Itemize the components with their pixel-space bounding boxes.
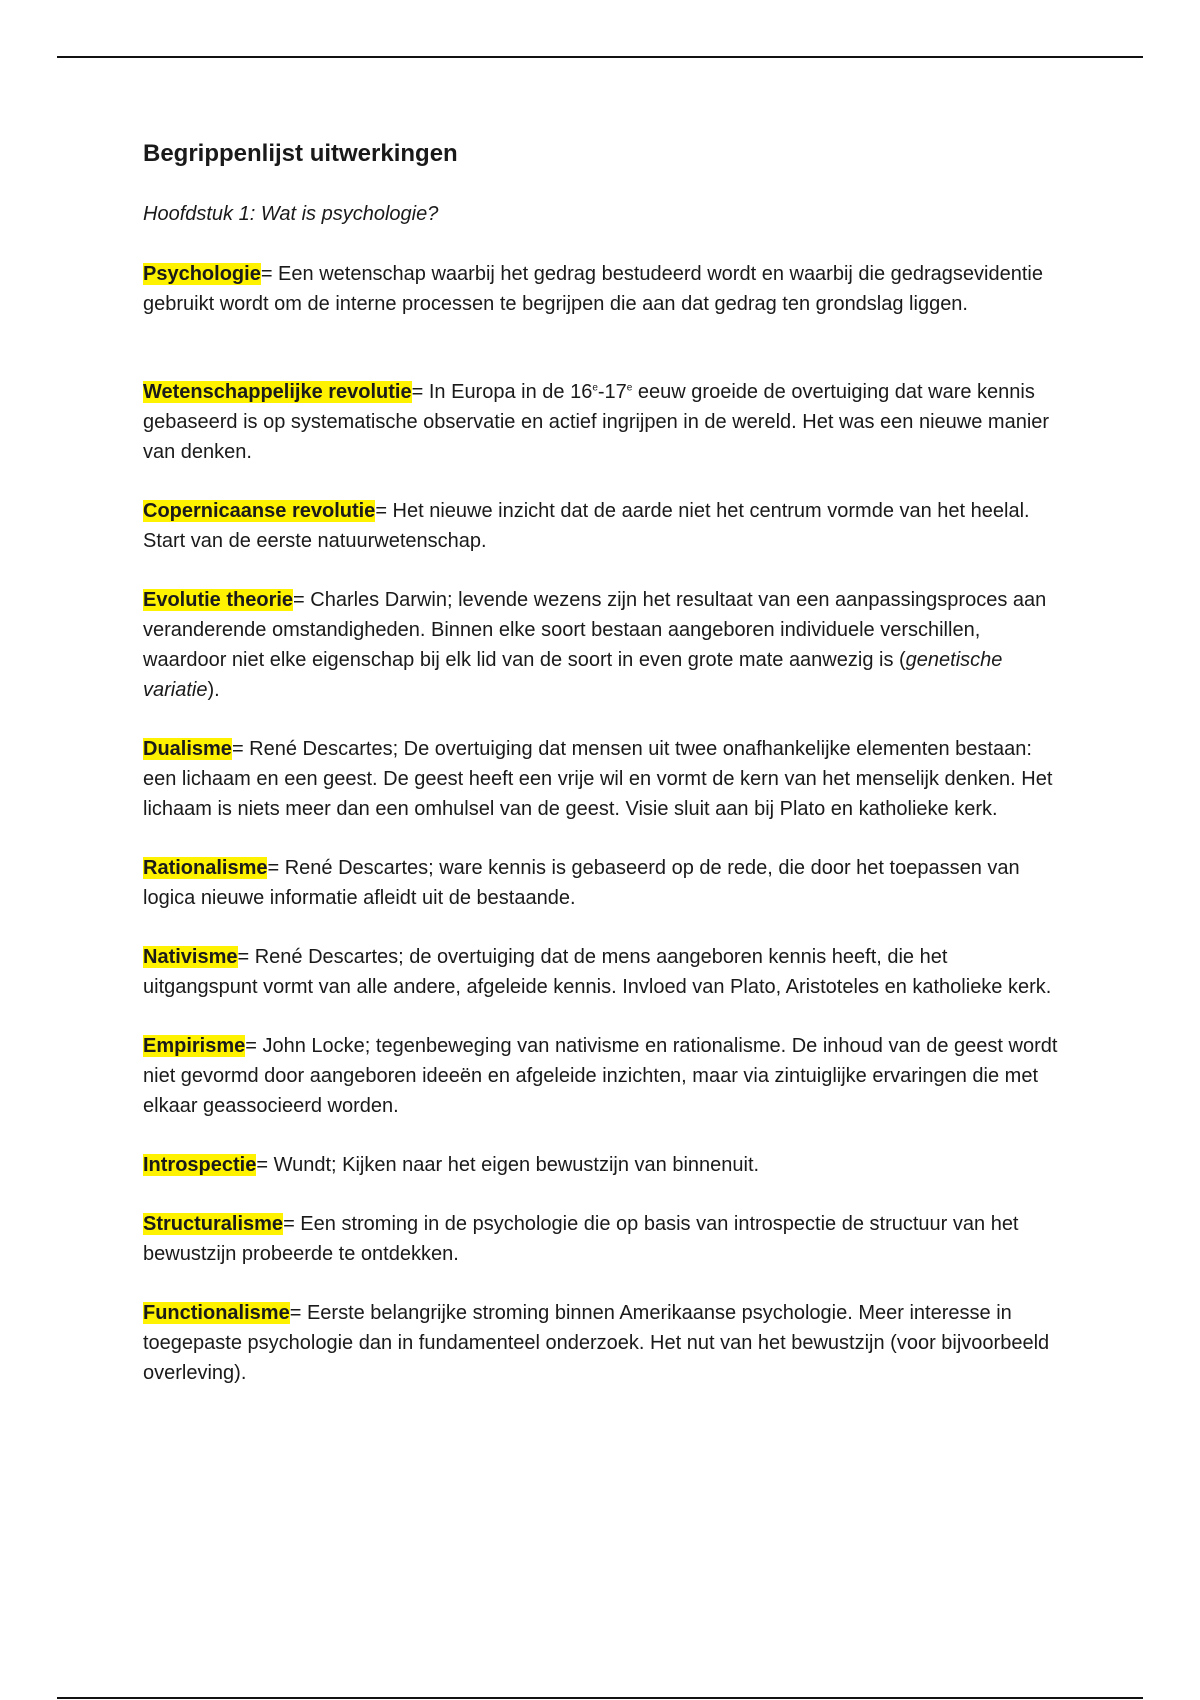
term-highlight: Nativisme — [143, 946, 238, 969]
term-definition: = René Descartes; De overtuiging dat mensen uit twee onafhankelijke elementen bestaan: een lichaam en een geest. De geest heeft een vrije wil en vormt de kern van het menselijk denken. Het lichaam is niets meer dan een omhulsel van de geest. Visie sluit aan bij Plato en katholieke kerk. — [143, 738, 1053, 821]
term-entry-rationalisme — [143, 853, 1063, 913]
term-highlight: Evolutie theorie — [143, 589, 294, 612]
term-entry-nativisme — [143, 942, 1063, 1002]
term-entry-structuralisme — [143, 1209, 1063, 1269]
term-definition: eeuw groeide de overtuiging dat ware kennis gebaseerd is op systematische observatie en actief ingrijpen in de wereld. Het was een nieuwe manier van denken. — [143, 381, 1050, 464]
document-title: Begrippenlijst uitwerkingen — [143, 140, 458, 167]
term-highlight: Structuralisme — [143, 1213, 284, 1236]
term-definition: = René Descartes; de overtuiging dat de mens aangeboren kennis heeft, die het uitgangspunt vormt van alle andere, afgeleide kennis. Invloed van Plato, Aristoteles en katholieke kerk. — [143, 946, 1052, 999]
term-highlight: Psychologie — [143, 263, 261, 286]
document-body — [143, 138, 1063, 1417]
term-highlight: Empirisme — [143, 1035, 246, 1058]
term-definition: = Wundt; Kijken naar het eigen bewustzijn van binnenuit. — [256, 1154, 760, 1177]
term-entry-empirisme — [143, 1031, 1063, 1121]
term-highlight: Copernicaanse revolutie — [143, 500, 376, 523]
term-entry-wetenschappelijke-revolutie — [143, 377, 1063, 467]
term-highlight: Dualisme — [143, 738, 232, 761]
superscript: e — [626, 382, 633, 394]
term-definition: -17 — [597, 381, 627, 404]
term-definition: = Het nieuwe inzicht dat de aarde niet het centrum vormde van het heelal. Start van de eerste natuurwetenschap. — [143, 500, 1030, 553]
term-definition: = Een stroming in de psychologie die op basis van introspectie de structuur van het bewustzijn probeerde te ontdekken. — [143, 1213, 1019, 1266]
term-definition: = John Locke; tegenbeweging van nativisme en rationalisme. De inhoud van de geest wordt niet gevormd door aangeboren ideeën en afgeleide inzichten, maar via zintuiglijke ervaringen die met elkaar geassocieerd worden. — [143, 1035, 1058, 1118]
term-highlight: Functionalisme — [143, 1302, 290, 1325]
term-definition: = Charles Darwin; levende wezens zijn het resultaat van een aanpassingsproces aan veranderende omstandigheden. Binnen elke soort bestaan aangeboren individuele verschillen, waardoor niet elke eigenschap bij elk lid van de soort in even grote mate aanwezig is ( — [143, 589, 1047, 672]
term-highlight: Rationalisme — [143, 857, 268, 880]
term-definition: = René Descartes; ware kennis is gebaseerd op de rede, die door het toepassen van logica nieuwe informatie afleidt uit de bestaande. — [143, 857, 1020, 910]
term-entry-psychologie — [143, 259, 1063, 319]
term-definition-italic: genetische variatie — [143, 649, 1003, 702]
term-definition: = Een wetenschap waarbij het gedrag bestudeerd wordt en waarbij die gedragsevidentie gebruikt wordt om de interne processen te begrijpen die aan dat gedrag ten grondslag liggen. — [143, 263, 1043, 316]
term-definition: = Eerste belangrijke stroming binnen Amerikaanse psychologie. Meer interesse in toegepaste psychologie dan in fundamenteel onderzoek. Het nut van het bewustzijn (voor bijvoorbeeld overleving). — [143, 1302, 1050, 1385]
term-entry-introspectie — [143, 1150, 1063, 1180]
term-highlight: Introspectie — [143, 1154, 257, 1177]
term-highlight: Wetenschappelijke revolutie — [143, 381, 412, 404]
term-entry-evolutie-theorie — [143, 585, 1063, 705]
chapter-heading: Hoofdstuk 1: Wat is psychologie? — [143, 203, 439, 226]
superscript: e — [592, 382, 598, 394]
bottom-rule — [57, 1697, 1143, 1699]
term-entry-functionalisme — [143, 1298, 1063, 1388]
term-definition: ). — [207, 679, 220, 702]
top-rule — [57, 56, 1143, 58]
term-entry-dualisme — [143, 734, 1063, 824]
term-definition: = In Europa in de 16 — [411, 381, 593, 404]
term-entry-copernicaanse-revolutie — [143, 496, 1063, 556]
